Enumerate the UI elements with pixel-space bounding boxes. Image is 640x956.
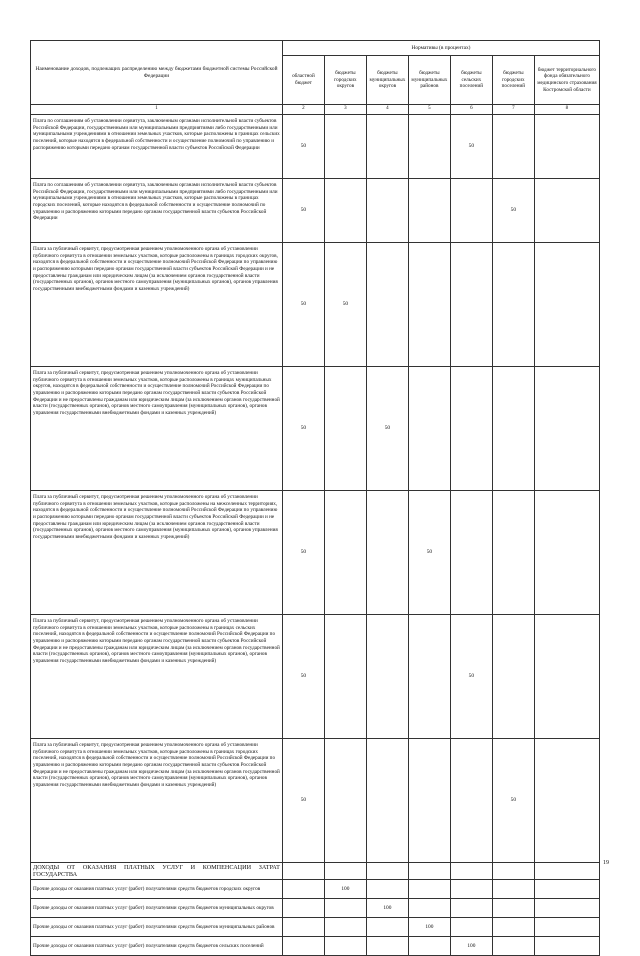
section-heading: ДОХОДЫ ОТ ОКАЗАНИЯ ПЛАТНЫХ УСЛУГ И КОМПЕНСАЦИИ ЗАТРАТ ГОСУДАРСТВА	[31, 863, 283, 880]
header-name-column: Наименование доходов, подлежащих распределению между бюджетами бюджетной системы Российской Федерации	[31, 41, 283, 105]
norm-value	[324, 739, 366, 863]
norm-value	[450, 899, 492, 918]
norm-value	[450, 918, 492, 937]
table-row	[31, 937, 600, 956]
norm-value	[534, 179, 599, 243]
column-number: 2	[282, 105, 324, 115]
norm-value	[450, 367, 492, 491]
norm-value: 50	[450, 615, 492, 739]
revenue-name-cell: Плата за публичный сервитут, предусмотренная решением уполномоченного органа об установлении публичного сервитута в отношении земельных участков, которые расположены на межселенных территориях, находятся в федеральной собственности и осуществление полномочий Российской Федерации по управлению и распоряжению которыми передано органам государственной власти субъектов Российской Федерации и не предоставлены гражданам или юридическим лицам (за исключением органов государственной власти (государственных органов), органов местного самоуправления (муниципальных органов), органов управления государственными внебюджетными фондами и казенных учреждений)	[31, 491, 283, 615]
header-row-group	[31, 41, 600, 56]
table-row	[31, 243, 600, 367]
norm-value	[324, 899, 366, 918]
norm-value	[534, 243, 599, 367]
norm-value	[324, 115, 366, 179]
norm-value	[282, 937, 324, 956]
norm-value: 50	[282, 243, 324, 367]
column-number: 7	[492, 105, 534, 115]
norm-value	[282, 918, 324, 937]
norm-value	[366, 491, 408, 615]
norm-value	[492, 115, 534, 179]
norm-value	[534, 937, 599, 956]
norm-value: 50	[282, 179, 324, 243]
norm-value	[408, 739, 450, 863]
norm-value	[534, 918, 599, 937]
norm-value	[366, 880, 408, 899]
column-number: 4	[366, 105, 408, 115]
header-col-city-districts: бюджеты городских округов	[324, 56, 366, 105]
norm-value	[324, 918, 366, 937]
column-number-row	[31, 105, 600, 115]
table-row	[31, 899, 600, 918]
norm-value	[324, 615, 366, 739]
norm-value	[282, 899, 324, 918]
revenue-name-cell: Плата по соглашениям об установлении сервитута, заключенным органами исполнительной власти субъектов Российской Федерации, государственными или муниципальными предприятиями либо государственными или муниципальными учреждениями в отношении земельных участков, которые расположены в границах городских поселений, которые находятся в федеральной собственности и осуществление полномочий по управлению и распоряжению которыми передано органам государственной власти субъектов Российской Федерации	[31, 179, 283, 243]
norm-value	[324, 367, 366, 491]
revenue-name-cell: Прочие доходы от оказания платных услуг (работ) получателями средств бюджетов сельских поселений	[31, 937, 283, 956]
norm-value: 50	[408, 491, 450, 615]
norm-value	[450, 179, 492, 243]
page-number: 19	[603, 860, 609, 866]
norm-value: 50	[282, 615, 324, 739]
norm-value	[366, 918, 408, 937]
norm-value	[534, 115, 599, 179]
revenue-name-cell: Плата за публичный сервитут, предусмотренная решением уполномоченного органа об установлении публичного сервитута в отношении земельных участков, которые расположены в границах городских поселений, находятся в федеральной собственности и осуществление полномочий Российской Федерации по управлению и распоряжению которыми передано органам государственной власти субъектов Российской Федерации и не предоставлены гражданам или юридическим лицам (за исключением органов государственной власти (государственных органов), органов местного самоуправления (муниципальных органов), органов управления государственными внебюджетными фондами и казенных учреждений)	[31, 739, 283, 863]
header-col-medical-insurance-fund: бюджет территориального фонда обязательного медицинского страхования Костромской области	[534, 56, 599, 105]
norm-value	[408, 367, 450, 491]
norm-value	[492, 615, 534, 739]
norm-value: 100	[408, 918, 450, 937]
table-row	[31, 615, 600, 739]
header-col-municipal-areas: бюджеты муниципальных районов	[408, 56, 450, 105]
revenue-name-cell: Плата за публичный сервитут, предусмотренная решением уполномоченного органа об установлении публичного сервитута в отношении земельных участков, которые расположены в границах муниципальных округов, находятся в федеральной собственности и осуществление полномочий Российской Федерации по управлению и распоряжению которыми передано органам государственной власти субъектов Российской Федерации и не предоставлены гражданам или юридическим лицам (за исключением органов государственной власти (государственных органов), органов местного самоуправления (муниципальных органов), органов управления государственными внебюджетными фондами и казенных учреждений)	[31, 367, 283, 491]
norm-value	[408, 880, 450, 899]
norm-value	[492, 899, 534, 918]
norm-value	[492, 367, 534, 491]
norm-value: 50	[492, 179, 534, 243]
norm-value	[534, 739, 599, 863]
norm-value	[408, 179, 450, 243]
norm-value	[450, 491, 492, 615]
table-row	[31, 367, 600, 491]
norm-value	[366, 243, 408, 367]
norm-value	[366, 115, 408, 179]
column-number: 5	[408, 105, 450, 115]
revenue-name-cell: Прочие доходы от оказания платных услуг (работ) получателями средств бюджетов городских округов	[31, 880, 283, 899]
norm-value	[366, 615, 408, 739]
column-number: 6	[450, 105, 492, 115]
norm-value: 50	[282, 739, 324, 863]
norm-value: 50	[492, 739, 534, 863]
norm-value	[366, 179, 408, 243]
norm-value	[408, 937, 450, 956]
norm-value: 50	[450, 115, 492, 179]
norm-value	[492, 243, 534, 367]
table-row	[31, 739, 600, 863]
table-row	[31, 918, 600, 937]
norm-value	[492, 918, 534, 937]
header-col-rural-settlements: бюджеты сельских поселений	[450, 56, 492, 105]
norm-value: 50	[324, 243, 366, 367]
column-number: 3	[324, 105, 366, 115]
column-number: 1	[31, 105, 283, 115]
revenue-name-cell: Плата за публичный сервитут, предусмотренная решением уполномоченного органа об установлении публичного сервитута в отношении земельных участков, которые расположены в границах городских округов, находятся в федеральной собственности и осуществление полномочий Российской Федерации по управлению и распоряжению которыми передано органам государственной власти субъектов Российской Федерации и не предоставлены гражданам или юридическим лицам (за исключением органов государственной власти (государственных органов), органов местного самоуправления (муниципальных органов), органов управления государственными внебюджетными фондами и казенных учреждений)	[31, 243, 283, 367]
norm-value: 50	[282, 367, 324, 491]
table-row	[31, 115, 600, 179]
norm-value	[282, 880, 324, 899]
norm-value: 100	[366, 899, 408, 918]
section-row	[31, 863, 600, 880]
norm-value	[408, 115, 450, 179]
norm-value	[450, 243, 492, 367]
column-number: 8	[534, 105, 599, 115]
norm-value	[492, 880, 534, 899]
norm-value	[534, 615, 599, 739]
norm-value	[324, 179, 366, 243]
norm-value	[534, 367, 599, 491]
norm-value	[450, 739, 492, 863]
norm-value	[534, 880, 599, 899]
revenue-name-cell: Плата по соглашениям об установлении сервитута, заключенным органами исполнительной власти субъектов Российской Федерации, государственными или муниципальными предприятиями либо государственными или муниципальными учреждениями в отношении земельных участков, которые расположены в границах сельских поселений, которые находятся в федеральной собственности и осуществление полномочий по управлению и распоряжению которыми передано органам государственной власти субъектов Российской Федерации	[31, 115, 283, 179]
header-col-municipal-districts: бюджеты муниципальных округов	[366, 56, 408, 105]
norm-value	[450, 880, 492, 899]
norm-value	[366, 937, 408, 956]
norm-value	[534, 491, 599, 615]
norm-value	[408, 243, 450, 367]
header-col-urban-settlements: бюджеты городских поселений	[492, 56, 534, 105]
norm-value	[324, 491, 366, 615]
norm-value: 50	[366, 367, 408, 491]
revenue-name-cell: Плата за публичный сервитут, предусмотренная решением уполномоченного органа об установлении публичного сервитута в отношении земельных участков, которые расположены в границах сельских поселений, находятся в федеральной собственности и осуществление полномочий Российской Федерации по управлению и распоряжению которыми передано органам государственной власти субъектов Российской Федерации и не предоставлены гражданам или юридическим лицам (за исключением органов государственной власти (государственных органов), органов местного самоуправления (муниципальных органов), органов управления государственными внебюджетными фондами и казенных учреждений)	[31, 615, 283, 739]
table-row	[31, 491, 600, 615]
norm-value	[492, 937, 534, 956]
norm-value: 100	[450, 937, 492, 956]
table-row	[31, 880, 600, 899]
norm-value	[324, 937, 366, 956]
revenue-name-cell: Прочие доходы от оказания платных услуг (работ) получателями средств бюджетов муниципальных округов	[31, 899, 283, 918]
norm-value	[366, 739, 408, 863]
header-col-regional: областной бюджет	[282, 56, 324, 105]
revenue-name-cell: Прочие доходы от оказания платных услуг (работ) получателями средств бюджетов муниципальных районов	[31, 918, 283, 937]
table-row	[31, 179, 600, 243]
norm-value	[534, 899, 599, 918]
norm-value: 50	[282, 491, 324, 615]
revenue-distribution-table	[30, 40, 600, 956]
header-norms-group: Нормативы (в процентах)	[282, 41, 599, 56]
norm-value	[492, 491, 534, 615]
norm-value	[408, 899, 450, 918]
norm-value: 50	[282, 115, 324, 179]
norm-value: 100	[324, 880, 366, 899]
norm-value	[408, 615, 450, 739]
